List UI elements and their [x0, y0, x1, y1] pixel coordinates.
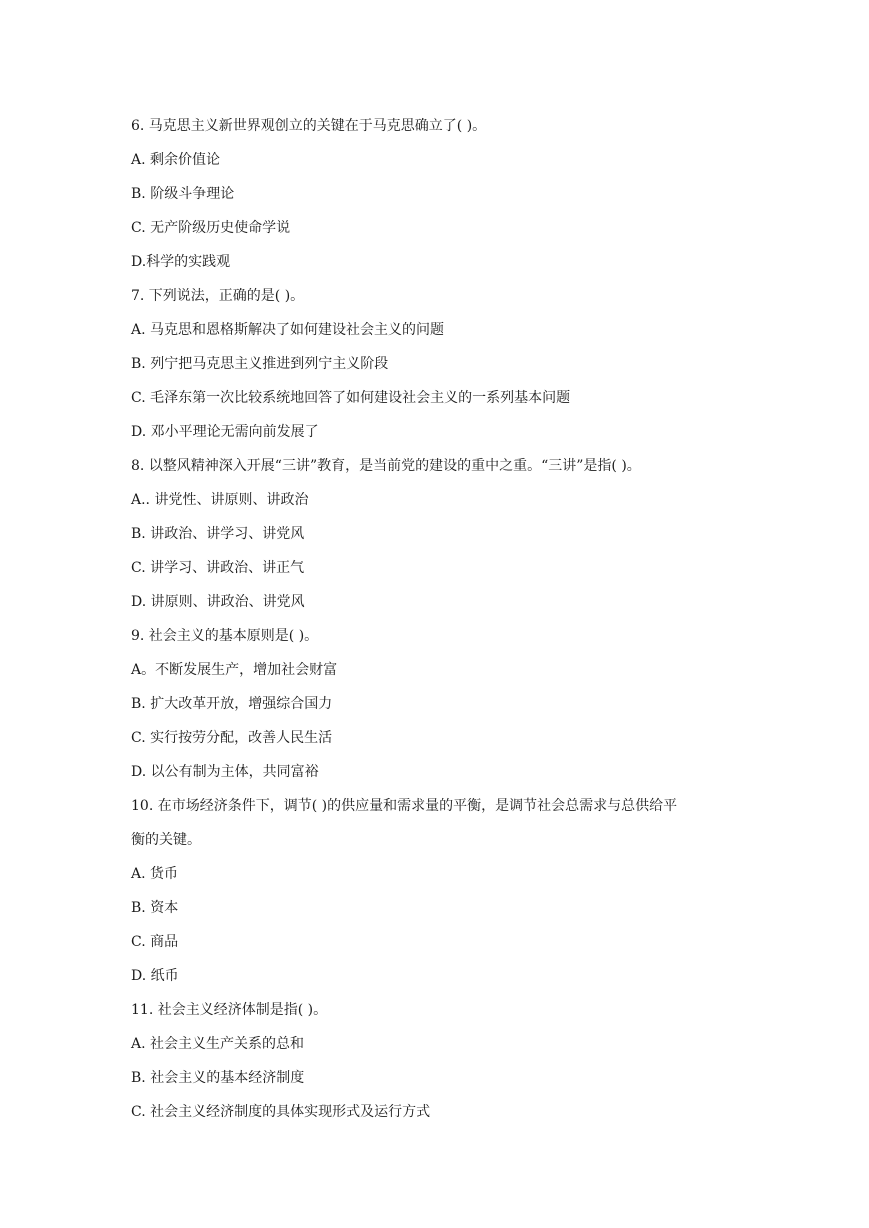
question-9-option-d: D. 以公有制为主体，共同富裕	[131, 764, 319, 780]
question-6	[131, 109, 771, 279]
question-10-option-a: A. 货币	[131, 866, 179, 882]
question-8-option-b: B. 讲政治、讲学习、讲党风	[131, 526, 305, 542]
question-8-option-c: C. 讲学习、讲政治、讲正气	[131, 560, 305, 576]
question-list	[131, 109, 771, 1129]
question-7	[131, 279, 771, 449]
question-8-option-a: A.. 讲党性、讲原则、讲政治	[131, 492, 309, 508]
question-7-option-d: D. 邓小平理论无需向前发展了	[131, 424, 319, 440]
question-10-option-d: D. 纸币	[131, 968, 179, 984]
question-10	[131, 789, 771, 993]
question-10-stem-line-2: 衡的关键。	[131, 832, 201, 848]
question-7-stem: 7. 下列说法，正确的是( )。	[131, 288, 305, 304]
question-6-option-c: C. 无产阶级历史使命学说	[131, 220, 291, 236]
question-11-stem: 11. 社会主义经济体制是指( )。	[131, 1002, 328, 1018]
question-9-option-a: A。不断发展生产，增加社会财富	[131, 662, 338, 678]
question-6-option-b: B. 阶级斗争理论	[131, 186, 235, 202]
question-10-stem-line-1: 10. 在市场经济条件下，调节( )的供应量和需求量的平衡，是调节社会总需求与总供给平	[131, 798, 678, 814]
question-7-option-b: B. 列宁把马克思主义推进到列宁主义阶段	[131, 356, 389, 372]
question-11-option-b: B. 社会主义的基本经济制度	[131, 1070, 305, 1086]
question-8-stem: 8. 以整风精神深入开展“三讲”教育，是当前党的建设的重中之重。“三讲”是指( )。	[131, 458, 641, 474]
question-6-stem: 6. 马克思主义新世界观创立的关键在于马克思确立了( )。	[131, 118, 487, 134]
question-6-option-d: D.科学的实践观	[131, 254, 231, 270]
question-11	[131, 993, 771, 1129]
question-8	[131, 449, 771, 619]
question-11-option-a: A. 社会主义生产关系的总和	[131, 1036, 305, 1052]
question-11-option-c: C. 社会主义经济制度的具体实现形式及运行方式	[131, 1104, 431, 1120]
question-10-option-b: B. 资本	[131, 900, 179, 916]
question-9-option-c: C. 实行按劳分配，改善人民生活	[131, 730, 333, 746]
question-9-stem: 9. 社会主义的基本原则是( )。	[131, 628, 319, 644]
question-9-option-b: B. 扩大改革开放，增强综合国力	[131, 696, 333, 712]
question-6-option-a: A. 剩余价值论	[131, 152, 221, 168]
question-8-option-d: D. 讲原则、讲政治、讲党风	[131, 594, 305, 610]
question-10-option-c: C. 商品	[131, 934, 179, 950]
question-7-option-a: A. 马克思和恩格斯解决了如何建设社会主义的问题	[131, 322, 445, 338]
question-9	[131, 619, 771, 789]
question-7-option-c: C. 毛泽东第一次比较系统地回答了如何建设社会主义的一系列基本问题	[131, 390, 571, 406]
